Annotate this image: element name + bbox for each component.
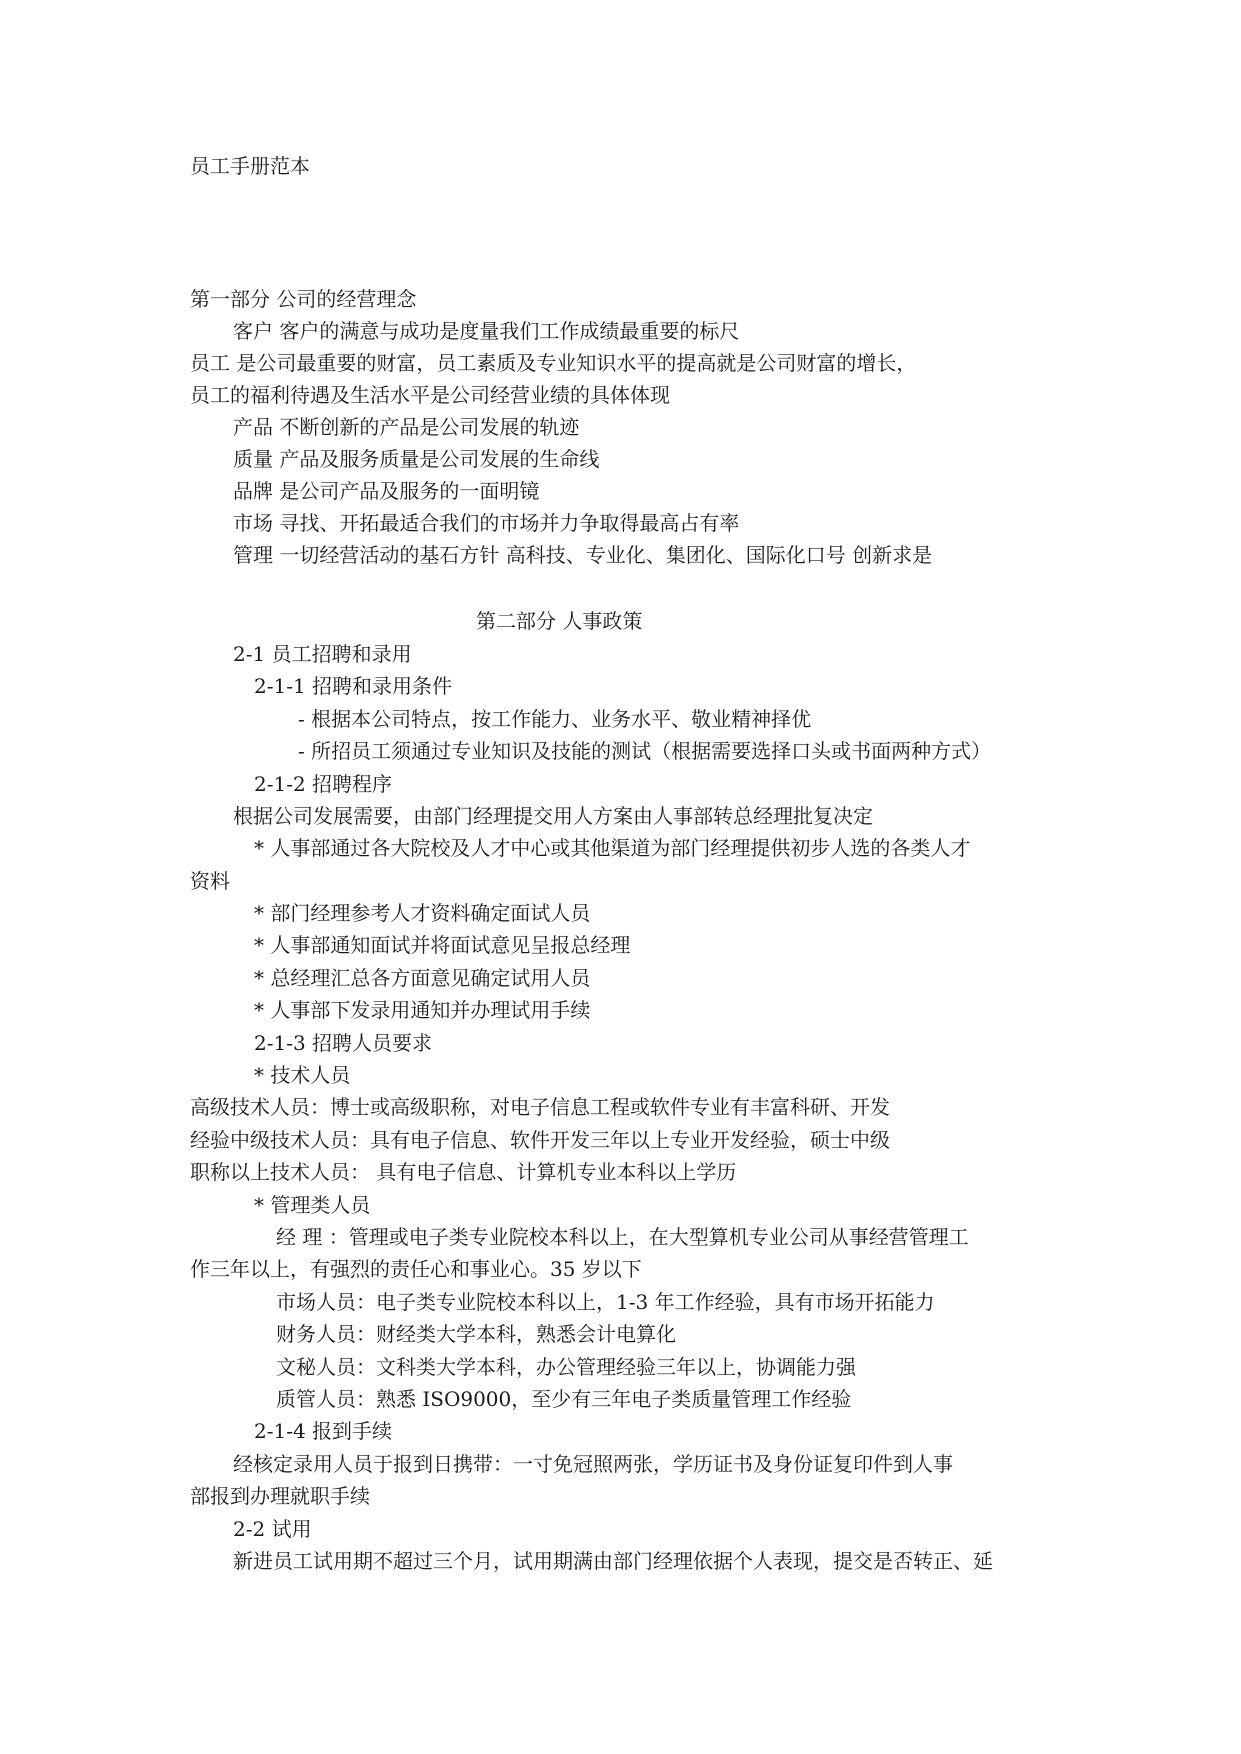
procedure-step-1-line2: 资料: [190, 869, 230, 893]
philosophy-customer: 客户 客户的满意与成功是度量我们工作成绩最重要的标尺: [233, 319, 740, 343]
part2-heading: 第二部分 人事政策: [476, 609, 643, 633]
philosophy-brand: 品牌 是公司产品及服务的一面明镜: [233, 479, 540, 503]
philosophy-staff-line2: 员工的福利待遇及生活水平是公司经营业绩的具体体现: [190, 383, 670, 407]
section-2-2: 2-2 试用: [233, 1517, 312, 1541]
report-line1: 经核定录用人员于报到日携带：一寸免冠照两张，学历证书及身份证复印件到人事: [233, 1452, 953, 1476]
requirement-manager-line1: 经 理 ：管理或电子类专业院校本科以上，在大型算机专业公司从事经营管理工: [276, 1225, 969, 1249]
condition-item-1: - 根据本公司特点，按工作能力、业务水平、敬业精神择优: [298, 707, 812, 731]
philosophy-staff-line1: 员工 是公司最重要的财富，员工素质及专业知识水平的提高就是公司财富的增长，: [190, 351, 917, 375]
requirement-finance: 财务人员：财经类大学本科，熟悉会计电算化: [276, 1322, 676, 1346]
procedure-step-3: * 人事部通知面试并将面试意见呈报总经理: [254, 933, 631, 957]
section-2-1-2: 2-1-2 招聘程序: [254, 772, 393, 796]
report-line2: 部报到办理就职手续: [190, 1484, 370, 1508]
procedure-step-5: * 人事部下发录用通知并办理试用手续: [254, 998, 591, 1022]
section-2-1-4: 2-1-4 报到手续: [254, 1419, 393, 1443]
procedure-step-2: * 部门经理参考人才资料确定面试人员: [254, 901, 591, 925]
requirement-tech-line3: 职称以上技术人员： 具有电子信息、计算机专业本科以上学历: [190, 1160, 737, 1184]
section-2-1: 2-1 员工招聘和录用: [233, 642, 412, 666]
procedure-intro: 根据公司发展需要，由部门经理提交用人方案由人事部转总经理批复决定: [233, 804, 873, 828]
philosophy-quality: 质量 产品及服务质量是公司发展的生命线: [233, 447, 600, 471]
part1-heading: 第一部分 公司的经营理念: [190, 287, 417, 311]
condition-item-2: - 所招员工须通过专业知识及技能的测试（根据需要选择口头或书面两种方式）: [298, 739, 992, 763]
requirement-tech-line2: 经验中级技术人员：具有电子信息、软件开发三年以上专业开发经验，硕士中级: [190, 1128, 890, 1152]
requirement-secretary: 文秘人员：文科类大学本科，办公管理经验三年以上，协调能力强: [276, 1355, 856, 1379]
procedure-step-4: * 总经理汇总各方面意见确定试用人员: [254, 966, 591, 990]
requirement-marketing: 市场人员：电子类专业院校本科以上，1-3 年工作经验，具有市场开拓能力: [276, 1290, 935, 1314]
section-2-1-1: 2-1-1 招聘和录用条件: [254, 674, 453, 698]
requirement-mgmt-heading: * 管理类人员: [254, 1193, 371, 1217]
requirement-tech-line1: 高级技术人员：博士或高级职称，对电子信息工程或软件专业有丰富科研、开发: [190, 1095, 890, 1119]
requirement-tech-heading: * 技术人员: [254, 1063, 351, 1087]
document-title: 员工手册范本: [190, 154, 310, 178]
section-2-1-3: 2-1-3 招聘人员要求: [254, 1031, 433, 1055]
requirement-manager-line2: 作三年以上，有强烈的责任心和事业心。35 岁以下: [190, 1257, 642, 1281]
philosophy-management: 管理 一切经营活动的基石方针 高科技、专业化、集团化、国际化口号 创新求是: [233, 543, 933, 567]
philosophy-market: 市场 寻找、开拓最适合我们的市场并力争取得最高占有率: [233, 511, 740, 535]
procedure-step-1-line1: * 人事部通过各大院校及人才中心或其他渠道为部门经理提供初步人选的各类人才: [254, 836, 971, 860]
requirement-qa: 质管人员：熟悉 ISO9000，至少有三年电子类质量管理工作经验: [276, 1387, 852, 1411]
trial-text: 新进员工试用期不超过三个月，试用期满由部门经理依据个人表现，提交是否转正、延: [233, 1549, 993, 1573]
philosophy-product: 产品 不断创新的产品是公司发展的轨迹: [233, 415, 580, 439]
